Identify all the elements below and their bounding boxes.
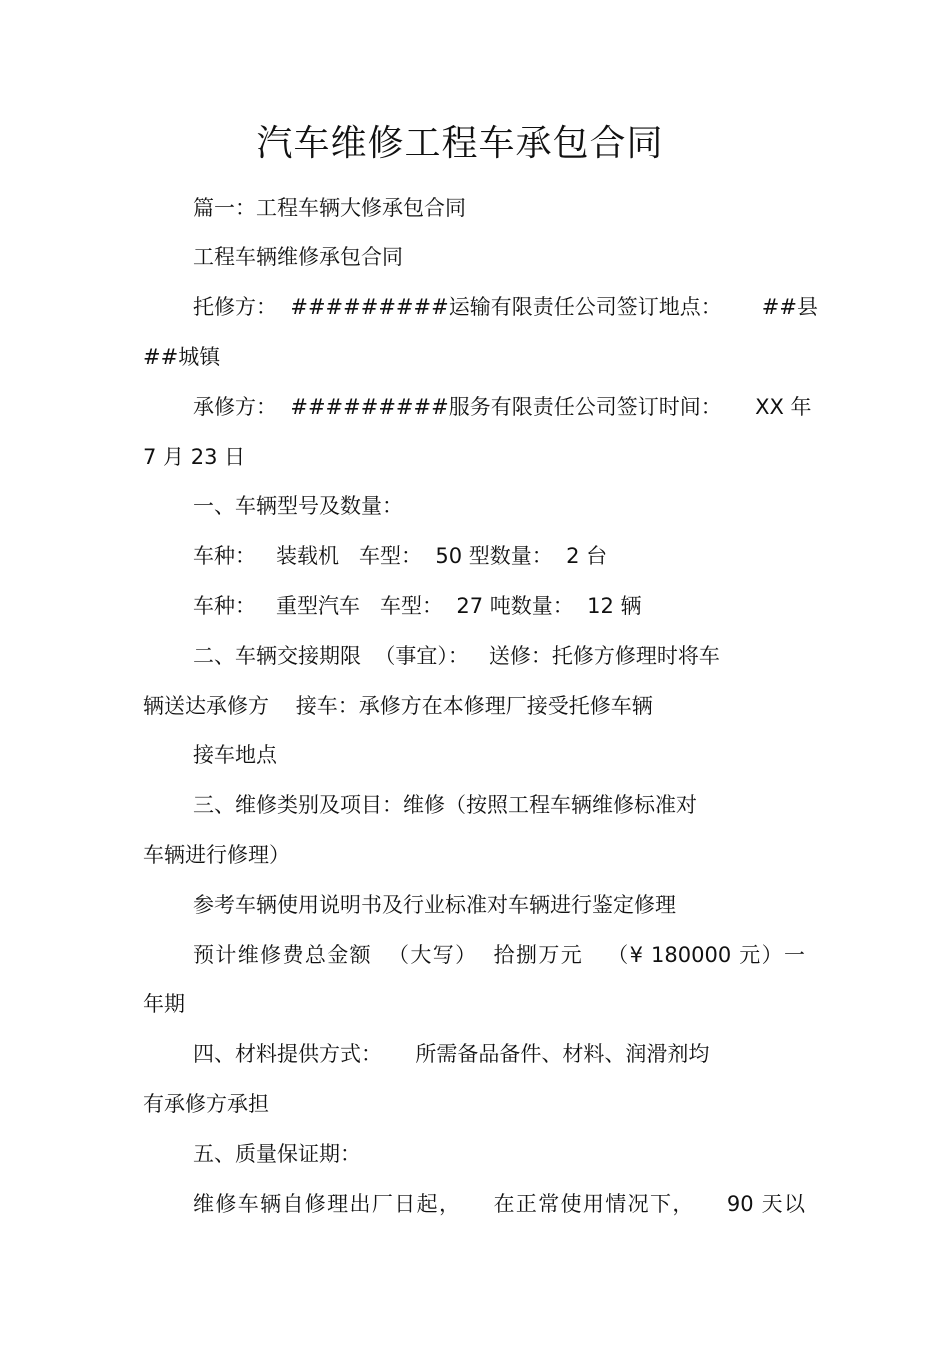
paragraph-line: 7 月 23 日 [143,445,246,469]
paragraph-line: 承修方： #########服务有限责任公司签订时间： XX 年 [193,395,812,419]
paragraph-line: 三、维修类别及项目：维修（按照工程车辆维修标准对 [193,793,697,817]
paragraph-line: 车种： 重型汽车 车型： 27 吨数量： 12 辆 [193,594,642,618]
paragraph-line: 辆送达承修方 接车：承修方在本修理厂接受托修车辆 [143,694,653,718]
paragraph-line: 二、车辆交接期限 （事宜）： 送修：托修方修理时将车 [193,644,720,668]
document-title: 汽车维修工程车承包合同 [256,123,664,164]
paragraph-line: 预计维修费总金额 （大写） 拾捌万元 （¥ 180000 元）一 [193,943,805,967]
paragraph-line: 篇一：工程车辆大修承包合同 [193,196,466,220]
paragraph-line: 五、质量保证期： [193,1142,361,1166]
paragraph-line: 维修车辆自修理出厂日起， 在正常使用情况下， 90 天以 [193,1192,805,1216]
paragraph-line: 一、车辆型号及数量： [193,494,403,518]
paragraph-line: 参考车辆使用说明书及行业标准对车辆进行鉴定修理 [193,893,676,917]
paragraph-line: ##城镇 [143,345,221,369]
paragraph-line: 车种： 装载机 车型： 50 型数量： 2 台 [193,544,608,568]
paragraph-line: 年期 [143,992,185,1016]
paragraph-line: 托修方： #########运输有限责任公司签订地点： ##县 [193,295,818,319]
paragraph-line: 接车地点 [193,743,277,767]
paragraph-line: 有承修方承担 [143,1092,269,1116]
paragraph-line: 四、材料提供方式： 所需备品备件、材料、润滑剂均 [193,1042,710,1066]
paragraph-line: 车辆进行修理） [143,843,290,867]
paragraph-line: 工程车辆维修承包合同 [193,245,403,269]
